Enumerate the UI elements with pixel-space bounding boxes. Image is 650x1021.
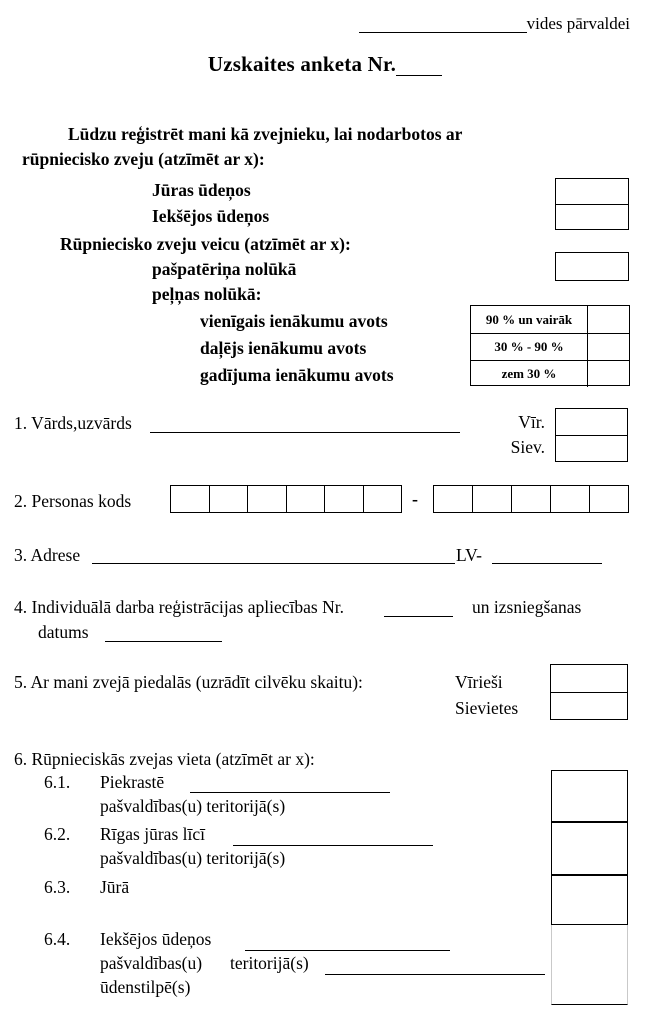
name-input-line[interactable]	[150, 432, 460, 433]
form-number-blank-field[interactable]	[396, 50, 442, 76]
header-blank-field[interactable]	[359, 12, 527, 33]
personal-code-cell[interactable]	[512, 486, 551, 512]
option-label-income-partial: daļējs ienākumu avots	[200, 338, 367, 358]
item-2-label: 2. Personas kods	[14, 491, 132, 511]
item-6-1-label: Piekrastē	[100, 772, 165, 792]
checkbox-inland-waters[interactable]	[556, 204, 628, 229]
purpose-heading: Rūpniecisko zveju veicu (atzīmēt ar x):	[60, 234, 351, 254]
checkbox-group-gender	[555, 408, 628, 462]
personal-code-cell[interactable]	[287, 486, 326, 512]
checkbox-group-waters	[555, 178, 629, 230]
item-6-4-label: Iekšējos ūdeņos	[100, 929, 212, 949]
postal-code-prefix: LV-	[456, 545, 482, 565]
option-label-own-use: pašpatēriņa nolūkā	[152, 259, 297, 279]
income-share-table	[470, 305, 630, 386]
personal-code-cell[interactable]	[364, 486, 402, 512]
option-label-income-sole: vienīgais ienākumu avots	[200, 311, 388, 331]
item-6-4-note-b: teritorijā(s)	[230, 953, 309, 973]
item-3-label: 3. Adrese	[14, 545, 81, 565]
item-6-1-number: 6.1.	[44, 772, 71, 792]
item-4-date-label: datums	[38, 622, 89, 642]
personal-code-cell[interactable]	[171, 486, 210, 512]
intro-paragraph-line2	[22, 147, 628, 172]
item-6-4-municipality-input-line[interactable]	[325, 974, 545, 975]
checkbox-income-below-30[interactable]	[588, 361, 629, 387]
intro-line-1: Lūdzu reģistrēt mani kā zvejnieku, lai nodarbotos ar	[68, 124, 463, 144]
personal-code-cell[interactable]	[248, 486, 287, 512]
intro-line-2: rūpniecisko zveju (atzīmēt ar x):	[22, 149, 265, 169]
checkbox-own-use[interactable]	[555, 252, 629, 281]
option-label-inland-waters: Iekšējos ūdeņos	[152, 206, 270, 226]
item-5-female-label: Sievietes	[455, 698, 519, 718]
personal-code-cell[interactable]	[551, 486, 590, 512]
checkbox-item-6-2[interactable]	[551, 822, 628, 875]
crew-count-female-field[interactable]	[551, 692, 627, 719]
page-title	[0, 50, 650, 77]
item-6-4-input-line[interactable]	[245, 950, 450, 951]
personal-code-cell[interactable]	[473, 486, 512, 512]
personal-code-cell[interactable]	[434, 486, 473, 512]
personal-code-group-2[interactable]	[433, 485, 629, 513]
item-1-label: 1. Vārds,uzvārds	[14, 413, 132, 433]
item-4-label-part-2: un izsniegšanas	[472, 597, 582, 617]
item-6-1-input-line[interactable]	[190, 792, 390, 793]
personal-code-separator: -	[412, 489, 418, 509]
checkbox-sea-waters[interactable]	[556, 179, 628, 204]
crew-count-male-field[interactable]	[551, 665, 627, 692]
item-6-2-number: 6.2.	[44, 824, 71, 844]
checkbox-income-90-plus[interactable]	[588, 306, 629, 333]
header-addressee-text: vides pārvaldei	[526, 14, 630, 33]
item-6-2-note: pašvaldības(u) teritorijā(s)	[100, 848, 286, 868]
crew-count-group	[550, 664, 628, 720]
item-1-female-label: Siev.	[510, 437, 545, 457]
option-label-income-occasional: gadījuma ienākumu avots	[200, 365, 394, 385]
personal-code-cell[interactable]	[590, 486, 628, 512]
intro-paragraph	[22, 122, 628, 147]
item-6-4-note-c: ūdenstilpē(s)	[100, 977, 191, 997]
checkbox-item-6-1[interactable]	[551, 770, 628, 822]
item-6-1-note: pašvaldības(u) teritorijā(s)	[100, 796, 286, 816]
item-6-4-note-a: pašvaldības(u)	[100, 953, 203, 973]
checkbox-item-6-3[interactable]	[551, 875, 628, 925]
option-label-sea-waters: Jūras ūdeņos	[152, 180, 251, 200]
checkbox-item-6-4[interactable]	[551, 925, 628, 1005]
address-input-line[interactable]	[92, 563, 455, 564]
item-6-3-label: Jūrā	[100, 877, 130, 897]
checkbox-income-30-90[interactable]	[588, 334, 629, 360]
income-share-label-90-plus: 90 % un vairāk	[471, 306, 588, 333]
item-1-male-label: Vīr.	[518, 412, 545, 432]
table-row	[471, 360, 629, 387]
item-5-male-label: Vīrieši	[455, 672, 503, 692]
table-row	[471, 333, 629, 360]
checkbox-female[interactable]	[556, 435, 627, 461]
option-label-profit: peļņas nolūkā:	[152, 284, 262, 304]
item-4-label-part-1: 4. Individuālā darba reģistrācijas apliecības Nr.	[14, 597, 344, 617]
personal-code-cell[interactable]	[210, 486, 249, 512]
certificate-date-input-line[interactable]	[105, 641, 222, 642]
item-6-2-label: Rīgas jūras līcī	[100, 824, 205, 844]
item-5-label: 5. Ar mani zvejā piedalās (uzrādīt cilvēku skaitu):	[14, 672, 363, 692]
certificate-number-input-line[interactable]	[384, 616, 453, 617]
checkbox-male[interactable]	[556, 409, 627, 435]
income-share-label-30-90: 30 % - 90 %	[471, 334, 588, 360]
postal-code-input-line[interactable]	[492, 563, 602, 564]
personal-code-group-1[interactable]	[170, 485, 402, 513]
item-6-3-number: 6.3.	[44, 877, 71, 897]
header-addressee	[0, 12, 650, 34]
item-6-4-number: 6.4.	[44, 929, 71, 949]
table-row	[471, 306, 629, 333]
income-share-label-below-30: zem 30 %	[471, 361, 588, 387]
personal-code-cell[interactable]	[325, 486, 364, 512]
item-6-2-input-line[interactable]	[233, 845, 433, 846]
item-6-label: 6. Rūpnieciskās zvejas vieta (atzīmēt ar x):	[14, 749, 315, 769]
page-title-text: Uzskaites anketa Nr.	[207, 52, 397, 76]
